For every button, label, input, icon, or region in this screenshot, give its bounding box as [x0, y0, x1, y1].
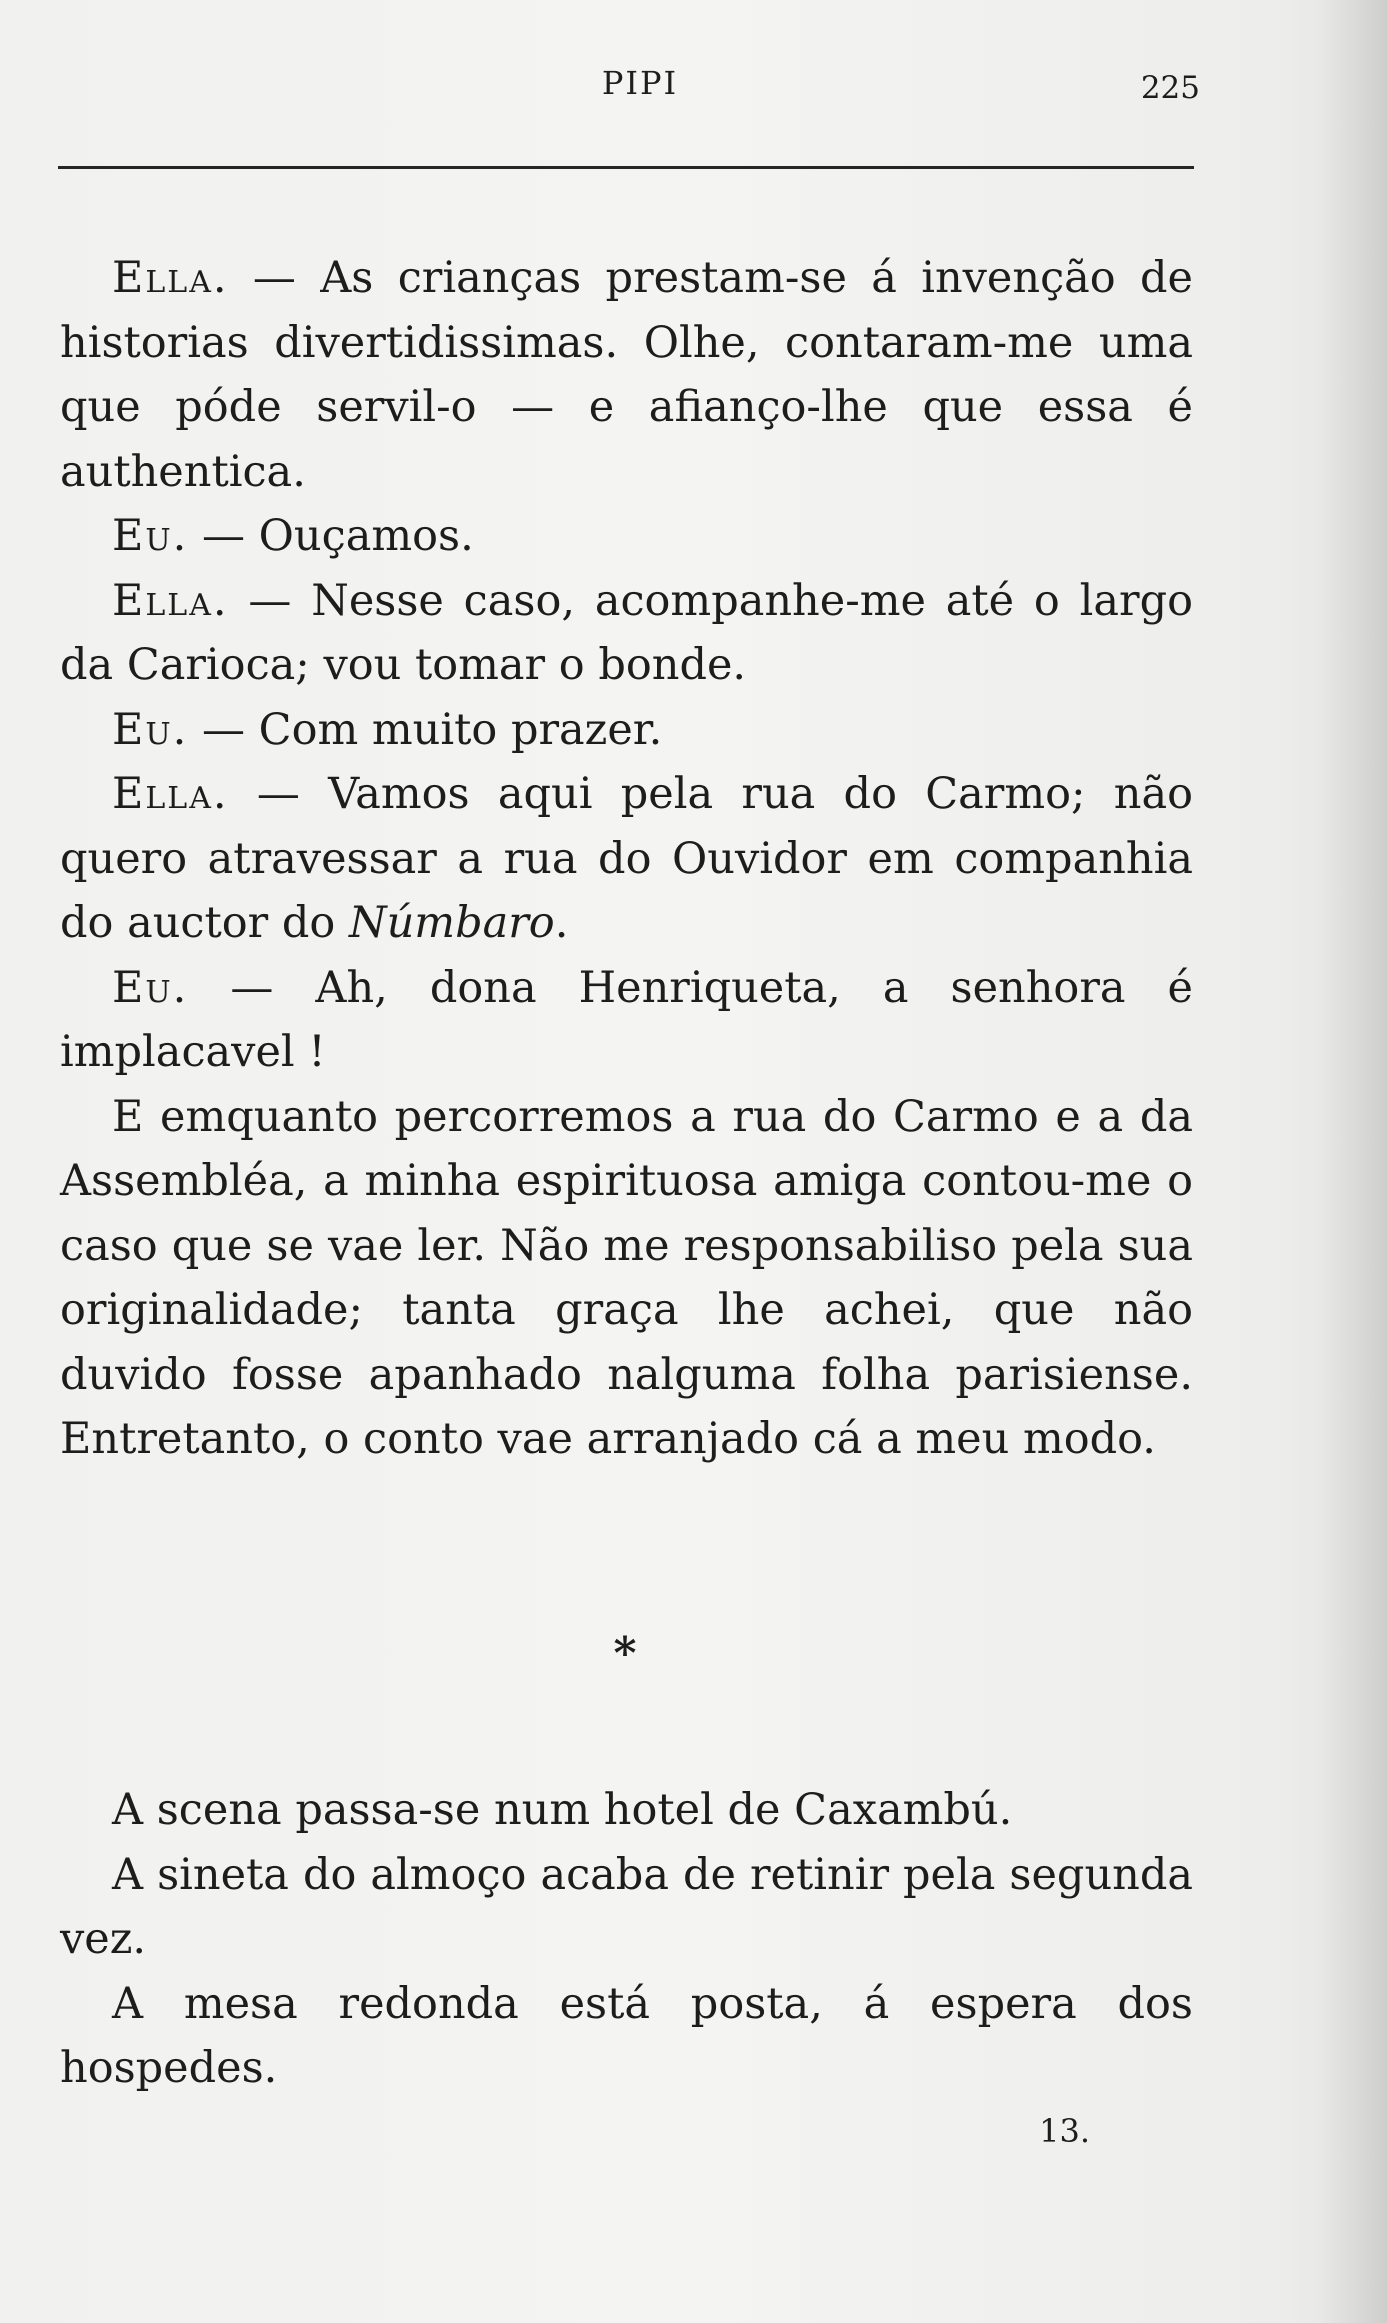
paragraph: [60, 762, 1193, 956]
section-separator: *: [613, 1628, 637, 1679]
paragraph: [60, 504, 1193, 569]
speaker-name: Ella.: [112, 769, 229, 819]
speaker-name: Ella.: [112, 253, 229, 303]
scene-text: [60, 1778, 1193, 2101]
narrative-paragraph: A mesa redonda está posta, á espera dos hospedes.: [60, 1978, 1193, 2093]
paragraph: [60, 246, 1193, 504]
paragraph: [60, 698, 1193, 763]
paragraph-text: — Com muito prazer.: [188, 704, 663, 755]
signature-mark: 13.: [1039, 2112, 1090, 2150]
paragraph: [60, 956, 1193, 1085]
narrative-paragraph: E emquanto percorremos a rua do Carmo e a da Assembléa, a minha espirituosa amiga contou-me o caso que se vae ler. Não me responsabiliso pela sua originalidade; tanta graça lhe achei, que não duvido fosse apanhado nalguma folha parisiense. Entretanto, o conto vae arranjado cá a meu modo.: [60, 1091, 1193, 1464]
page-edge-shadow: [1317, 0, 1387, 2323]
paragraph-text: — Ouçamos.: [188, 511, 474, 561]
running-title: PIPI: [601, 64, 679, 102]
page-number: 225: [1140, 70, 1200, 106]
paragraph-text: — As crianças prestam-se á invenção de historias divertidissimas. Olhe, contaram-me uma que póde servil-o — e afianço-lhe que essa é authentica.: [60, 253, 1193, 497]
speaker-name: Ella.: [112, 575, 229, 626]
paragraph-text-end: .: [554, 898, 569, 948]
speaker-name: Eu.: [112, 962, 189, 1013]
narrative-paragraph: A scena passa-se num hotel de Caxambú.: [112, 1785, 1013, 1835]
paragraph-text: — Nesse caso, acompanhe-me até o largo da Carioca; vou tomar o bonde.: [60, 575, 1193, 690]
narrative-paragraph: A sineta do almoço acaba de retinir pela segunda vez.: [60, 1849, 1193, 1964]
paragraph-text: — Vamos aqui pela rua do Carmo; não quero atravessar a rua do Ouvidor em companhia do auctor do: [60, 769, 1193, 948]
header-rule: [58, 166, 1194, 169]
speaker-name: Eu.: [112, 511, 189, 561]
paragraph: [60, 569, 1193, 698]
italic-title: Númbaro: [348, 898, 555, 948]
speaker-name: Eu.: [112, 704, 189, 755]
main-text: [60, 246, 1193, 1472]
paragraph-text: — Ah, dona Henriqueta, a senhora é implacavel !: [60, 962, 1193, 1077]
